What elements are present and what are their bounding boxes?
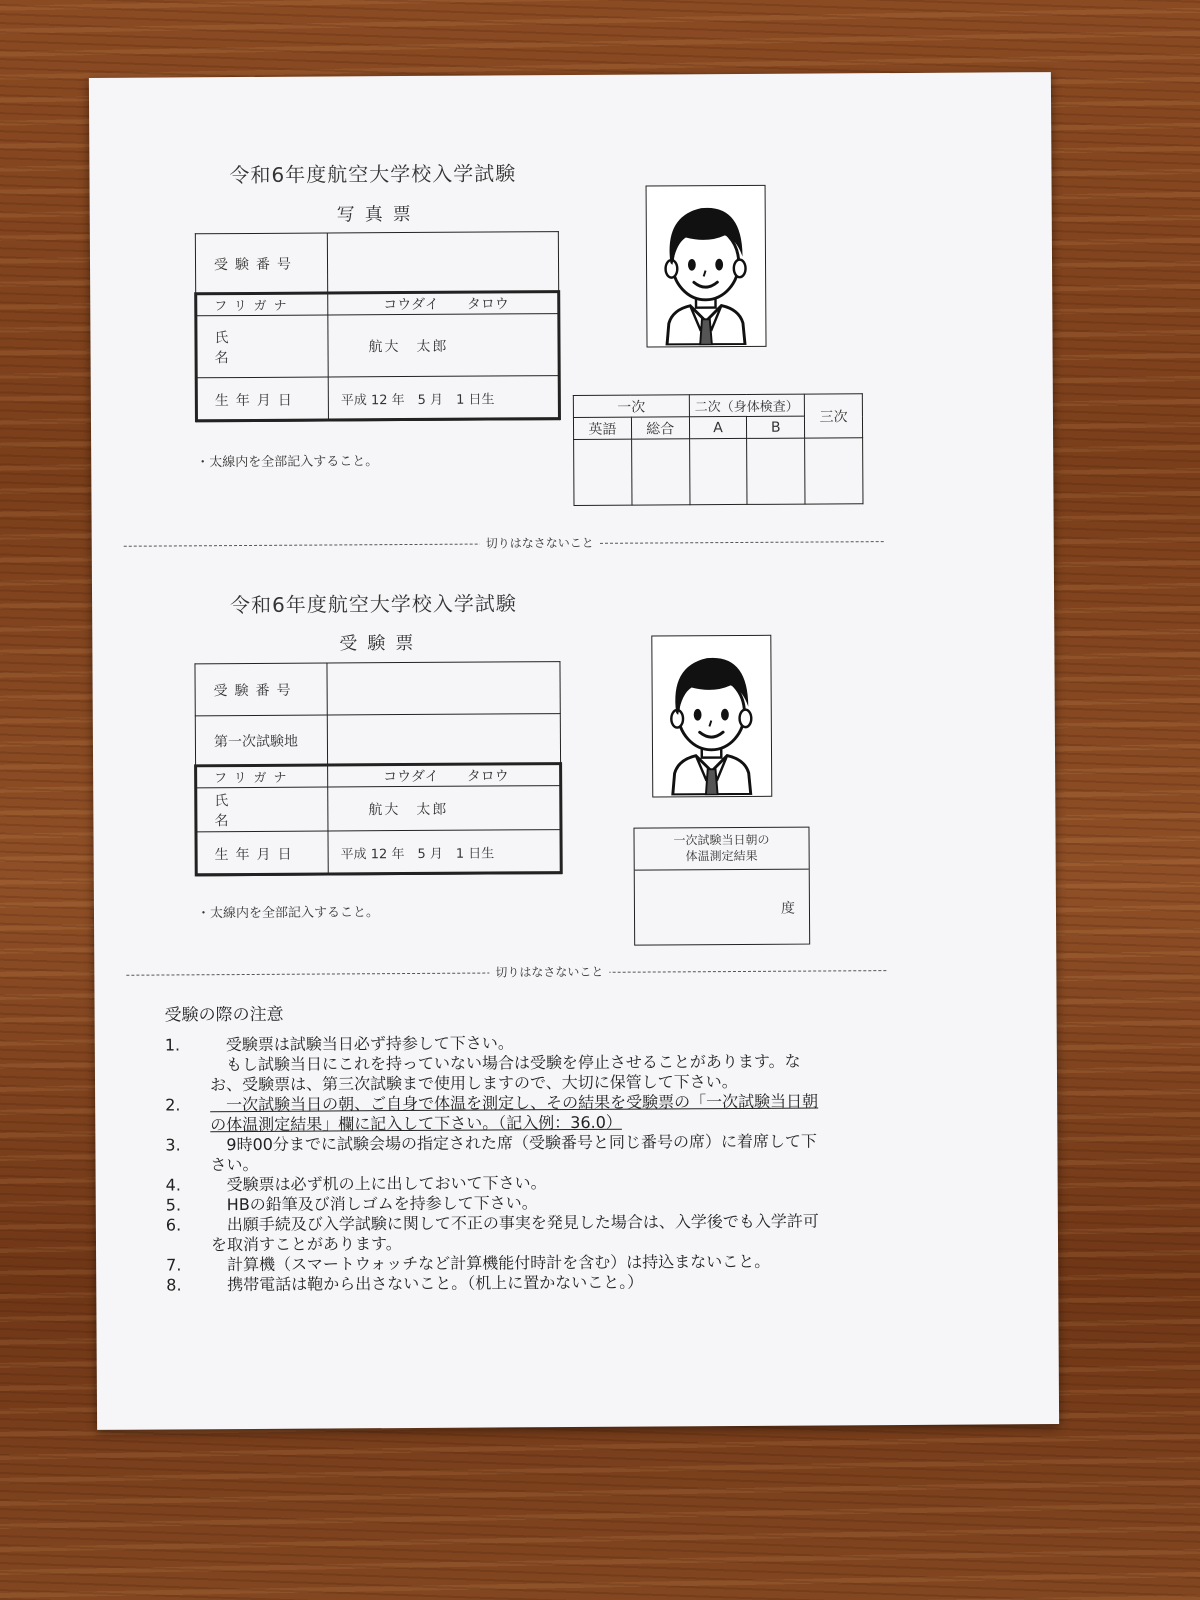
score-third-header: 三次 [805,394,863,438]
person-avatar-icon [652,636,770,796]
score-b-cell[interactable] [747,438,805,504]
birth-field[interactable]: 平成 12 年 5 月 1 日生 [328,376,559,421]
score-english-cell[interactable] [574,439,632,505]
exam-number-label: 受験番号 [195,233,327,294]
exam-notes [165,1001,827,1295]
temperature-title-line-2: 体温測定結果 [685,848,758,864]
name-field-2[interactable]: 航大 太郎 [328,786,561,831]
score-a-cell[interactable] [689,438,747,504]
temperature-title-line-1: 一次試験当日朝の [673,832,770,848]
bottom-note: ・太線内を全部記入すること。 [196,905,380,922]
exam-number-field[interactable] [327,232,558,293]
name-label-2: 氏 名 [196,787,328,832]
score-second-header: 二次（身体検査） [689,394,805,417]
temperature-unit: 度 [780,900,796,917]
exam-number-field-2[interactable] [327,662,560,715]
score-a-header: A [689,416,747,438]
top-subtitle: 写真票 [336,203,421,226]
note-item: 3. 9時00分までに試験会場の指定された席（受験番号と同じ番号の席）に着席して下さい。 [165,1131,817,1175]
note-item: 4. 受験票は必ず机の上に出しておいて下さい。 [165,1173,547,1195]
note-item: 5. HBの鉛筆及び消しゴムを持参して下さい。 [165,1193,538,1215]
score-general-header: 総合 [631,417,689,439]
bottom-form-table [194,661,561,876]
top-form-table [195,231,560,422]
score-general-cell[interactable] [631,439,689,505]
score-first-header: 一次 [573,395,689,418]
note-item: 7. 計算機（スマートウォッチなど計算機能付時計を含む）は持込まないこと。 [166,1251,771,1275]
note-item: 6. 出願手続及び入学試験に関して不正の事実を発見した場合は、入学後でも入学許可を取消すことがあります。 [165,1211,819,1255]
furigana-field[interactable]: コウダイ タロウ [328,292,559,315]
furigana-field-2[interactable]: コウダイ タロウ [328,764,561,787]
temperature-header [634,828,808,871]
top-photo [646,185,767,348]
temperature-field[interactable] [635,870,809,943]
site-field[interactable] [327,714,560,765]
score-third-cell[interactable] [805,438,863,504]
exam-sheet [89,72,1059,1430]
score-english-header: 英語 [573,417,631,439]
note-item: 1. 受験票は試験当日必ず持参して下さい。 もし試験当日にこれを持っていない場合は受験を停止させることがあります。なお、受験票は、第三次試験まで使用しますので、大切に保管して下さい。 [164,1033,801,1095]
furigana-label-2: フリガナ [196,765,328,788]
bottom-photo [651,635,772,798]
name-label: 氏 名 [196,315,328,378]
site-label: 第一次試験地 [195,715,327,766]
top-title: 令和6年度航空大学校入学試験 [229,161,517,188]
note-item: 2. 一次試験当日の朝、ご自身で体温を測定し、その結果を受験票の「一次試験当日朝の体温測定結果」欄に記入して下さい。（記入例：36.0） [165,1091,819,1135]
note-item: 8. 携帯電話は鞄から出さないこと。（机上に置かないこと。） [166,1272,644,1295]
cut-label-1: 切りはなさないこと [480,534,600,552]
bottom-title: 令和6年度航空大学校入学試験 [230,591,517,618]
notes-heading: 受験の際の注意 [164,1004,284,1026]
bottom-subtitle: 受験票 [339,632,424,655]
score-table [573,393,864,506]
birth-label: 生年月日 [196,377,328,422]
temperature-box [633,827,810,946]
cut-label-2: 切りはなさないこと [489,963,609,981]
furigana-label: フリガナ [196,293,328,316]
birth-label-2: 生年月日 [196,831,328,876]
birth-field-2[interactable]: 平成 12 年 5 月 1 日生 [328,830,561,875]
person-avatar-icon [647,186,765,346]
score-b-header: B [747,416,805,438]
exam-number-label-2: 受験番号 [195,663,327,716]
name-field[interactable]: 航大 太郎 [328,314,559,377]
top-note: ・太線内を全部記入すること。 [196,454,379,471]
